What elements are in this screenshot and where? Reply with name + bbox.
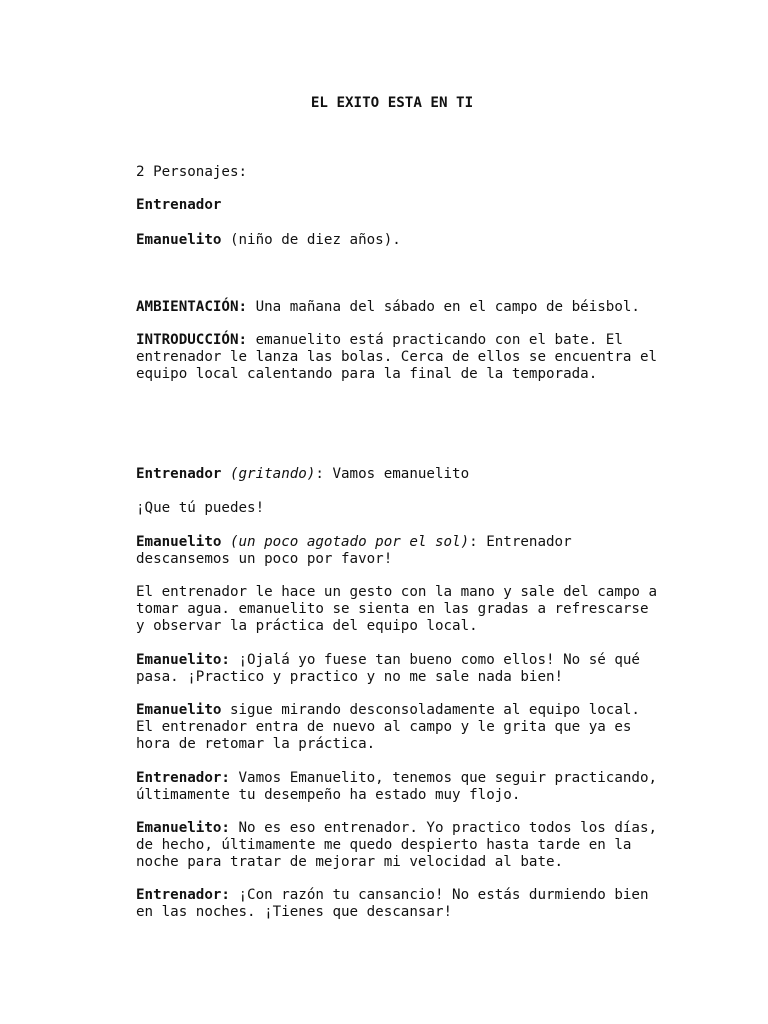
- dialogue-text: No es eso entrenador. Yo practico todos los días,: [229, 820, 658, 836]
- dialogue-line: [136, 466, 706, 483]
- intro-label: INTRODUCCIÓN:: [136, 332, 248, 348]
- dialogue-text: en las noches. ¡Tienes que descansar!: [136, 904, 453, 920]
- introduction-paragraph: [136, 332, 706, 383]
- speaker-name: Emanuelito: [136, 534, 222, 550]
- dialogue-line: [136, 534, 706, 568]
- intro-line: equipo local calentando para la final de la temporada.: [136, 366, 598, 382]
- dialogue-line: [136, 770, 706, 804]
- speaker-name: Emanuelito: [136, 702, 222, 718]
- stage-direction: (un poco agotado por el sol): [229, 534, 470, 550]
- character-description: (niño de diez años).: [221, 232, 401, 248]
- dialogue-line: ¡Que tú puedes!: [136, 500, 265, 516]
- speaker-name: Entrenador: [136, 466, 222, 482]
- characters-heading: 2 Personajes:: [136, 164, 248, 180]
- dialogue-line: [136, 887, 706, 921]
- dialogue-text: noche para tratar de mejorar mi velocidad al bate.: [136, 854, 564, 870]
- dialogue-text: Vamos Emanuelito, tenemos que seguir practicando,: [229, 770, 658, 786]
- dialogue-text: de hecho, últimamente me quedo despierto hasta tarde en la: [136, 837, 632, 853]
- stage-direction: (gritando): [229, 466, 316, 482]
- setting-paragraph: [136, 299, 706, 316]
- character-name: Emanuelito: [136, 232, 222, 248]
- dialogue-line: [136, 652, 706, 686]
- speaker-name: Emanuelito:: [136, 652, 230, 668]
- dialogue-text: últimamente tu desempeño ha estado muy flojo.: [136, 787, 521, 803]
- dialogue-text: ¡Ojalá yo fuese tan bueno como ellos! No sé qué: [229, 652, 640, 668]
- document-title: EL EXITO ESTA EN TI: [310, 95, 474, 111]
- character-emanuelito: [136, 232, 706, 249]
- intro-line: entrenador le lanza las bolas. Cerca de ellos se encuentra el: [136, 349, 658, 365]
- intro-line: INTRODUCCIÓN: emanuelito está practicando con el bate. El: [136, 332, 623, 348]
- dialogue-text: : Entrenador: [469, 534, 572, 550]
- setting-text: Una mañana del sábado en el campo de béisbol.: [247, 299, 640, 315]
- speaker-name: Emanuelito:: [136, 820, 230, 836]
- speaker-name: Entrenador:: [136, 887, 230, 903]
- speaker-name: Entrenador:: [136, 770, 230, 786]
- narration-paragraph: Emanuelito sigue mirando desconsoladamente al equipo local. El entrenador entra de nuevo al campo y le grita que ya es hora de retomar la práctica.: [136, 702, 640, 752]
- dialogue-text: ¡Con razón tu cansancio! No estás durmiendo bien: [229, 887, 649, 903]
- character-entrenador: Entrenador: [136, 197, 222, 213]
- dialogue-text: pasa. ¡Practico y practico y no me sale nada bien!: [136, 669, 564, 685]
- dialogue-text: descansemos un poco por favor!: [136, 551, 393, 567]
- dialogue-text: : Vamos emanuelito: [315, 466, 470, 482]
- dialogue-line: [136, 820, 706, 871]
- setting-label: AMBIENTACIÓN:: [136, 299, 248, 315]
- narration-paragraph: El entrenador le hace un gesto con la mano y sale del campo a tomar agua. emanuelito se sienta en las gradas a refrescarse y observar la práctica del equipo local.: [136, 584, 658, 634]
